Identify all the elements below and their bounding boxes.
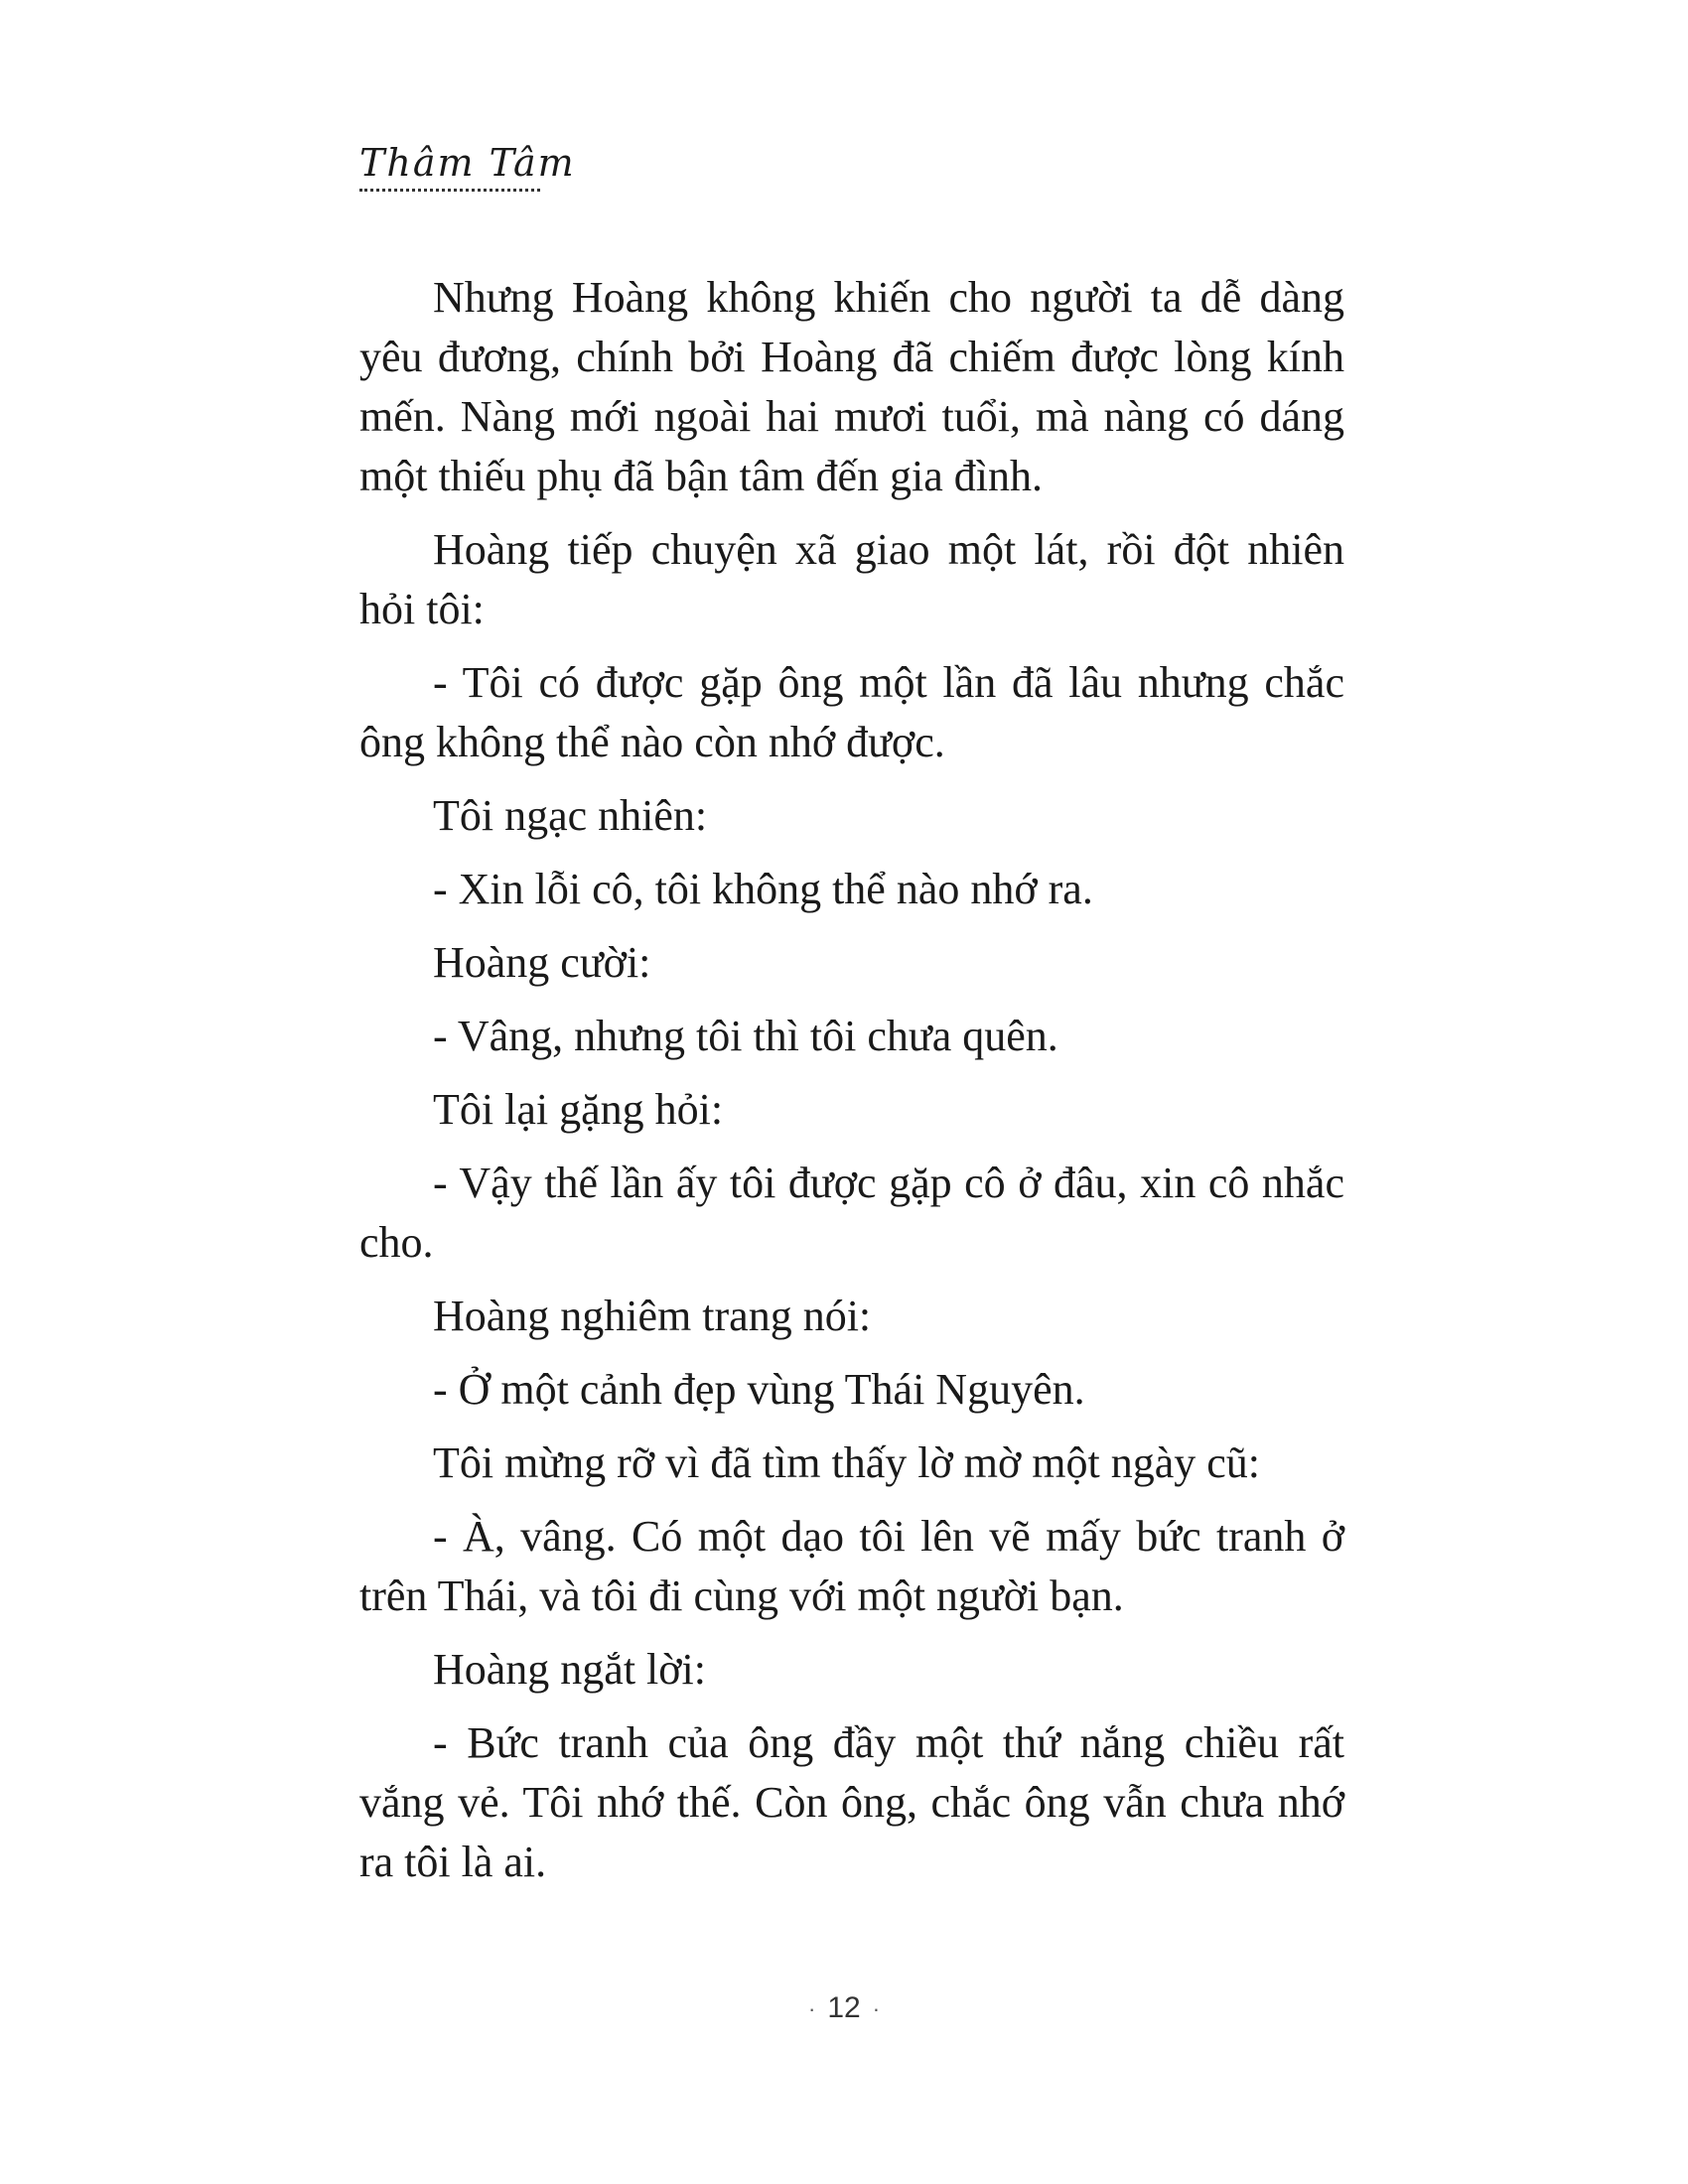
body-text [359, 268, 1344, 1906]
paragraph: - Xin lỗi cô, tôi không thể nào nhớ ra. [433, 865, 1093, 913]
paragraph: - Vậy thế lần ấy tôi được gặp cô ở đâu, xin cô nhắc cho. [359, 1159, 1344, 1267]
paragraph: - À, vâng. Có một dạo tôi lên vẽ mấy bức tranh ở trên Thái, và tôi đi cùng với một người bạn. [359, 1512, 1344, 1620]
paragraph: Hoàng ngắt lời: [433, 1645, 706, 1694]
paragraph: Tôi ngạc nhiên: [433, 791, 708, 840]
paragraph: - Bức tranh của ông đầy một thứ nắng chiều rất vắng vẻ. Tôi nhớ thế. Còn ông, chắc ông vẫn chưa nhớ ra tôi là ai. [359, 1718, 1344, 1886]
page-number-dot-left: · [807, 1996, 816, 2022]
page-number-value: 12 [827, 1991, 861, 2024]
paragraph: - Vâng, nhưng tôi thì tôi chưa quên. [433, 1012, 1058, 1060]
paragraph: Tôi mừng rỡ vì đã tìm thấy lờ mờ một ngày cũ: [433, 1438, 1260, 1487]
paragraph: Hoàng tiếp chuyện xã giao một lát, rồi đột nhiên hỏi tôi: [359, 525, 1344, 633]
page-number [0, 1991, 1688, 2025]
paragraph: Hoàng cười: [433, 938, 651, 987]
paragraph: Nhưng Hoàng không khiến cho người ta dễ dàng yêu đương, chính bởi Hoàng đã chiếm được lòng kính mến. Nàng mới ngoài hai mươi tuổi, mà nàng có dáng một thiếu phụ đã bận tâm đến gia đình. [359, 273, 1344, 500]
page-number-dot-right: · [872, 1996, 881, 2022]
paragraph: - Ở một cảnh đẹp vùng Thái Nguyên. [433, 1365, 1085, 1414]
paragraph: - Tôi có được gặp ông một lần đã lâu nhưng chắc ông không thể nào còn nhớ được. [359, 658, 1344, 766]
paragraph: Tôi lại gặng hỏi: [433, 1085, 724, 1134]
paragraph: Hoàng nghiêm trang nói: [433, 1292, 872, 1340]
header-dotted-rule [359, 189, 540, 192]
running-header-title: Thâm Tâm [359, 141, 576, 185]
